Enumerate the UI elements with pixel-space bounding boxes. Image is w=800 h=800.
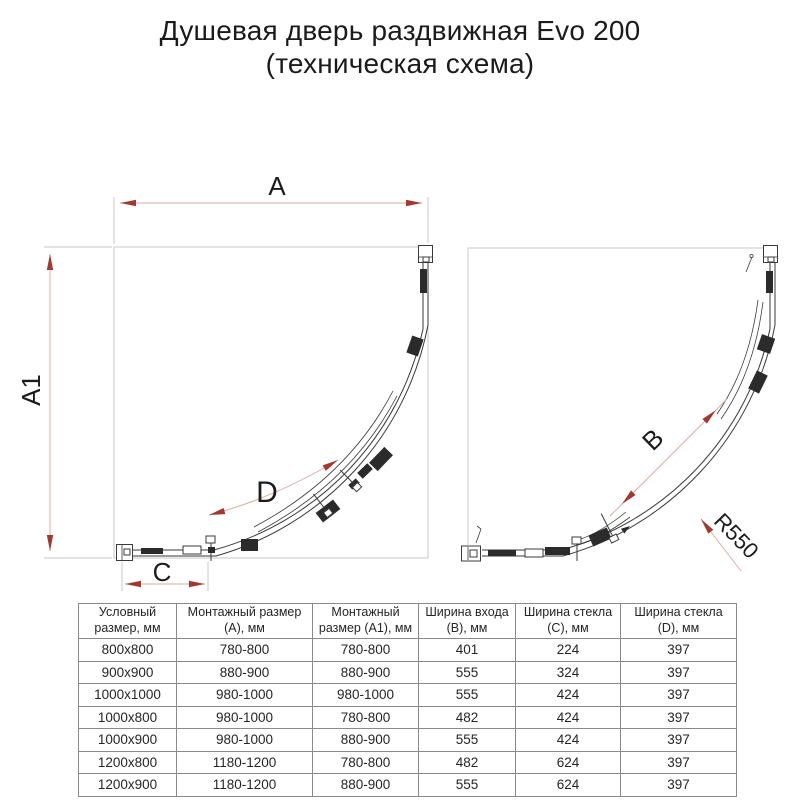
- table-cell: 780-800: [177, 639, 313, 662]
- table-cell: 397: [621, 639, 737, 662]
- seal-end: [750, 254, 753, 257]
- dimension-label-a1: A1: [16, 374, 46, 406]
- wall-profile-bottom-left: [462, 546, 481, 561]
- door-seal-strip: [476, 529, 481, 543]
- door-stile: [338, 468, 362, 492]
- table-cell: 780-800: [313, 639, 419, 662]
- table-cell: 880-900: [313, 774, 419, 797]
- dimension-a1: [16, 254, 50, 551]
- wall-profile-bottom-left: [117, 545, 133, 561]
- dimension-c: [125, 557, 205, 587]
- table-cell: 880-900: [177, 661, 313, 684]
- table-cell: 624: [516, 751, 621, 774]
- table-cell: 224: [516, 639, 621, 662]
- column-header: Монтажный размер (A), мм: [177, 604, 313, 639]
- table-row: [79, 774, 737, 797]
- panel-clamp: [206, 536, 215, 543]
- table-cell: 1180-1200: [177, 751, 313, 774]
- right-diagram: [462, 246, 778, 572]
- table-cell: 1200x800: [79, 751, 177, 774]
- table-cell: 900x900: [79, 661, 177, 684]
- table-row: [79, 661, 737, 684]
- roller-bracket: [241, 539, 258, 551]
- table-cell: 397: [621, 706, 737, 729]
- extension-lines: [44, 197, 428, 591]
- panel-seal: [488, 550, 516, 556]
- roller-bracket: [369, 447, 393, 471]
- column-header: Монтажный размер (A1), мм: [313, 604, 419, 639]
- table-cell: 980-1000: [177, 729, 313, 752]
- footprint-outline: [114, 247, 428, 558]
- panel-seal: [141, 548, 163, 554]
- table-cell: 1180-1200: [177, 774, 313, 797]
- table-header-row: [79, 604, 737, 639]
- table-cell: 482: [419, 706, 516, 729]
- size-spec-table: [78, 603, 737, 797]
- page-title-line1: Душевая дверь раздвижная Evo 200: [159, 15, 641, 46]
- table-cell: 397: [621, 751, 737, 774]
- table-cell: 424: [516, 729, 621, 752]
- panel-clamp: [572, 537, 581, 544]
- table-row: [79, 729, 737, 752]
- table-cell: 880-900: [313, 729, 419, 752]
- table-cell: 401: [419, 639, 516, 662]
- table-cell: 980-1000: [177, 684, 313, 707]
- column-header: Ширина стекла (D), мм: [621, 604, 737, 639]
- table-cell: 880-900: [313, 661, 419, 684]
- page-title-line2: (техническая схема): [265, 48, 535, 80]
- dimension-label-r550: R550: [709, 508, 764, 564]
- table-cell: 1200x900: [79, 774, 177, 797]
- table-cell: 980-1000: [177, 706, 313, 729]
- column-header: Ширина входа (B), мм: [419, 604, 516, 639]
- table-cell: 424: [516, 706, 621, 729]
- table-cell: 624: [516, 774, 621, 797]
- column-header: Ширина стекла (C), мм: [516, 604, 621, 639]
- column-header: Условный размер, мм: [79, 604, 177, 639]
- table-cell: 555: [419, 684, 516, 707]
- roller-block: [420, 269, 427, 293]
- table-cell: 397: [621, 729, 737, 752]
- table-cell: 555: [419, 774, 516, 797]
- dimension-d: [209, 460, 338, 515]
- table-cell: 1000x800: [79, 706, 177, 729]
- table-cell: 397: [621, 661, 737, 684]
- door-arc-assembly: [117, 246, 433, 562]
- table-cell: 397: [621, 774, 737, 797]
- table-cell: 780-800: [313, 706, 419, 729]
- dimension-b: [610, 398, 728, 516]
- dimension-label-a: A: [268, 171, 286, 201]
- table-cell: 397: [621, 684, 737, 707]
- footprint-outline: [468, 248, 764, 545]
- seal-end: [477, 526, 481, 529]
- table-cell: 980-1000: [313, 684, 419, 707]
- table-row: [79, 684, 737, 707]
- table-cell: 780-800: [313, 751, 419, 774]
- roller-bracket: [545, 547, 570, 555]
- wall-profile-top-right: [764, 246, 778, 263]
- table-row: [79, 639, 737, 662]
- table-row: [79, 706, 737, 729]
- table-cell: 482: [419, 751, 516, 774]
- table-cell: 555: [419, 729, 516, 752]
- roller-block: [766, 271, 773, 293]
- table-cell: 555: [419, 661, 516, 684]
- panel-clamp: [183, 546, 201, 554]
- table-cell: 1000x1000: [79, 684, 177, 707]
- left-diagram: [16, 171, 433, 591]
- table-cell: 324: [516, 661, 621, 684]
- wall-profile-top-right: [419, 246, 433, 263]
- door-handle: [208, 547, 215, 553]
- table-cell: 800x800: [79, 639, 177, 662]
- dimension-label-b: B: [636, 422, 670, 457]
- table-cell: 424: [516, 684, 621, 707]
- table-cell: 1000x900: [79, 729, 177, 752]
- dimension-label-d: D: [256, 476, 278, 509]
- door-seal-strip: [746, 257, 752, 272]
- roller-bracket: [748, 370, 768, 393]
- panel-clamp: [525, 549, 543, 557]
- dimension-label-c: C: [152, 557, 172, 587]
- dimension-a: [120, 171, 422, 203]
- table-row: [79, 751, 737, 774]
- dimension-r550: [701, 508, 764, 571]
